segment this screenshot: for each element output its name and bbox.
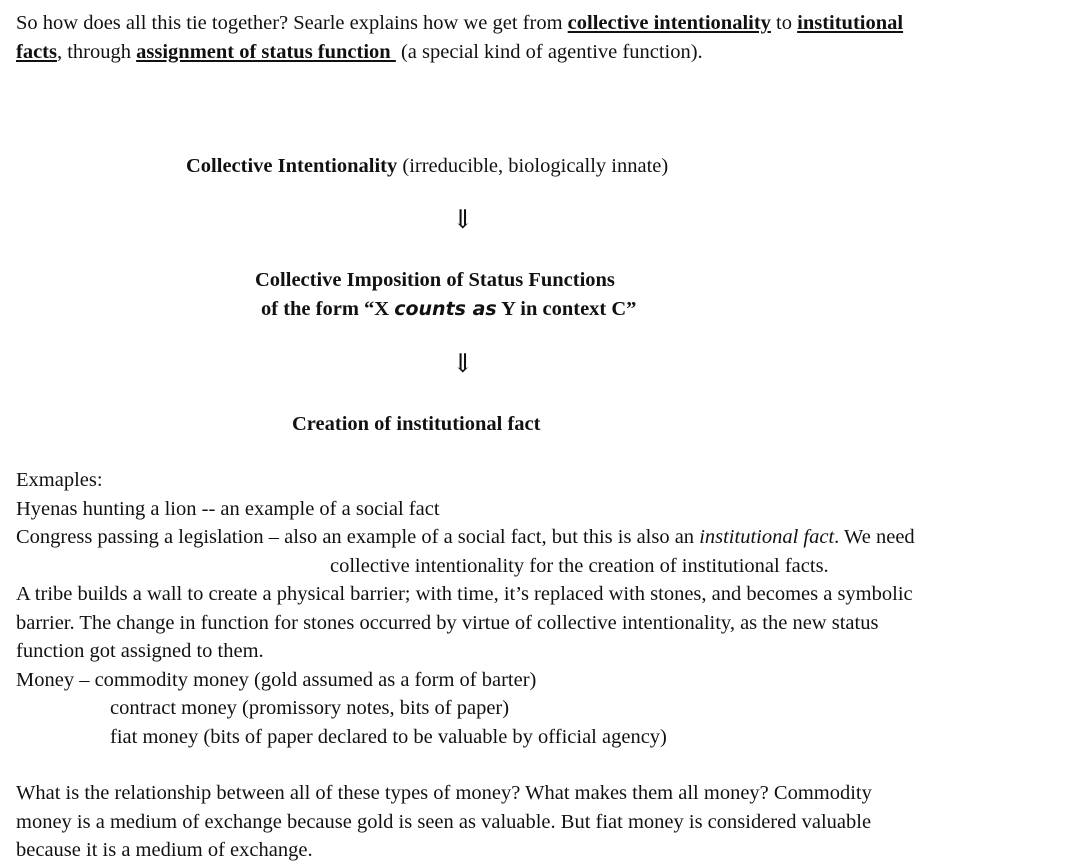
flow-step-imposition-line-2 xyxy=(261,295,636,324)
example-money-contract: contract money (promissory notes, bits of paper) xyxy=(110,697,510,719)
intro-text: , through xyxy=(56,40,137,63)
example-tribe-line-2: barrier. The change in function for stones occurred by virtue of collective intentionality, as the new status xyxy=(16,611,879,634)
example-text: Congress passing a legislation – also an example of a social fact, but this is also an xyxy=(16,526,700,548)
intro-text: to xyxy=(770,12,798,34)
document xyxy=(16,9,1074,865)
example-congress-continued: collective intentionality for the creation of institutional facts. xyxy=(330,554,829,577)
down-arrow-icon: ⇓ xyxy=(452,349,474,378)
step-note: (irreducible, biologically innate) xyxy=(397,155,669,177)
term-facts: facts xyxy=(16,40,57,63)
down-arrow-icon: ⇓ xyxy=(452,205,474,234)
term-collective-intentionality: collective intentionality xyxy=(567,12,771,34)
example-money-fiat: fiat money (bits of paper declared to be valuable by official agency) xyxy=(110,725,667,748)
intro-text: So how does all this tie together? Searle explains how we get from xyxy=(16,12,568,34)
intro-paragraph xyxy=(16,9,1074,66)
examples-section xyxy=(16,466,1074,751)
step-text: Y in context C” xyxy=(496,298,637,320)
flow-step-imposition-line-1: Collective Imposition of Status Functions xyxy=(255,269,615,291)
term-assignment-of-status-function: assignment of status function xyxy=(136,40,396,63)
intro-line-1 xyxy=(16,9,1074,38)
example-hyenas: Hyenas hunting a lion -- an example of a social fact xyxy=(16,497,440,520)
closing-line-3: because it is a medium of exchange. xyxy=(16,839,313,861)
example-congress xyxy=(16,523,1074,552)
closing-line-1: What is the relationship between all of these types of money? What makes them all money? Commodity xyxy=(16,782,872,804)
institutional-fact-italic: institutional fact xyxy=(699,526,835,548)
flow-diagram xyxy=(16,66,1074,466)
step-title: Collective Intentionality xyxy=(186,155,398,177)
intro-line-2 xyxy=(16,38,1074,67)
closing-paragraph xyxy=(16,779,1074,865)
counts-as-italic: counts as xyxy=(394,298,497,320)
step-text: of the form “X xyxy=(261,298,395,320)
term-institutional: institutional xyxy=(797,12,904,34)
flow-step-institutional-fact: Creation of institutional fact xyxy=(292,413,541,435)
examples-heading: Exmaples: xyxy=(16,469,103,491)
closing-line-2: money is a medium of exchange because gold is seen as valuable. But fiat money is considered valuable xyxy=(16,810,872,833)
example-money-commodity: Money – commodity money (gold assumed as a form of barter) xyxy=(16,668,537,691)
example-text: . We need xyxy=(834,526,915,548)
example-tribe-line-1: A tribe builds a wall to create a physical barrier; with time, it’s replaced with stones, and becomes a symbolic xyxy=(16,583,913,605)
flow-step-collective-intentionality xyxy=(186,152,668,181)
intro-text: (a special kind of agentive function). xyxy=(395,40,703,63)
example-tribe-line-3: function got assigned to them. xyxy=(16,640,264,662)
